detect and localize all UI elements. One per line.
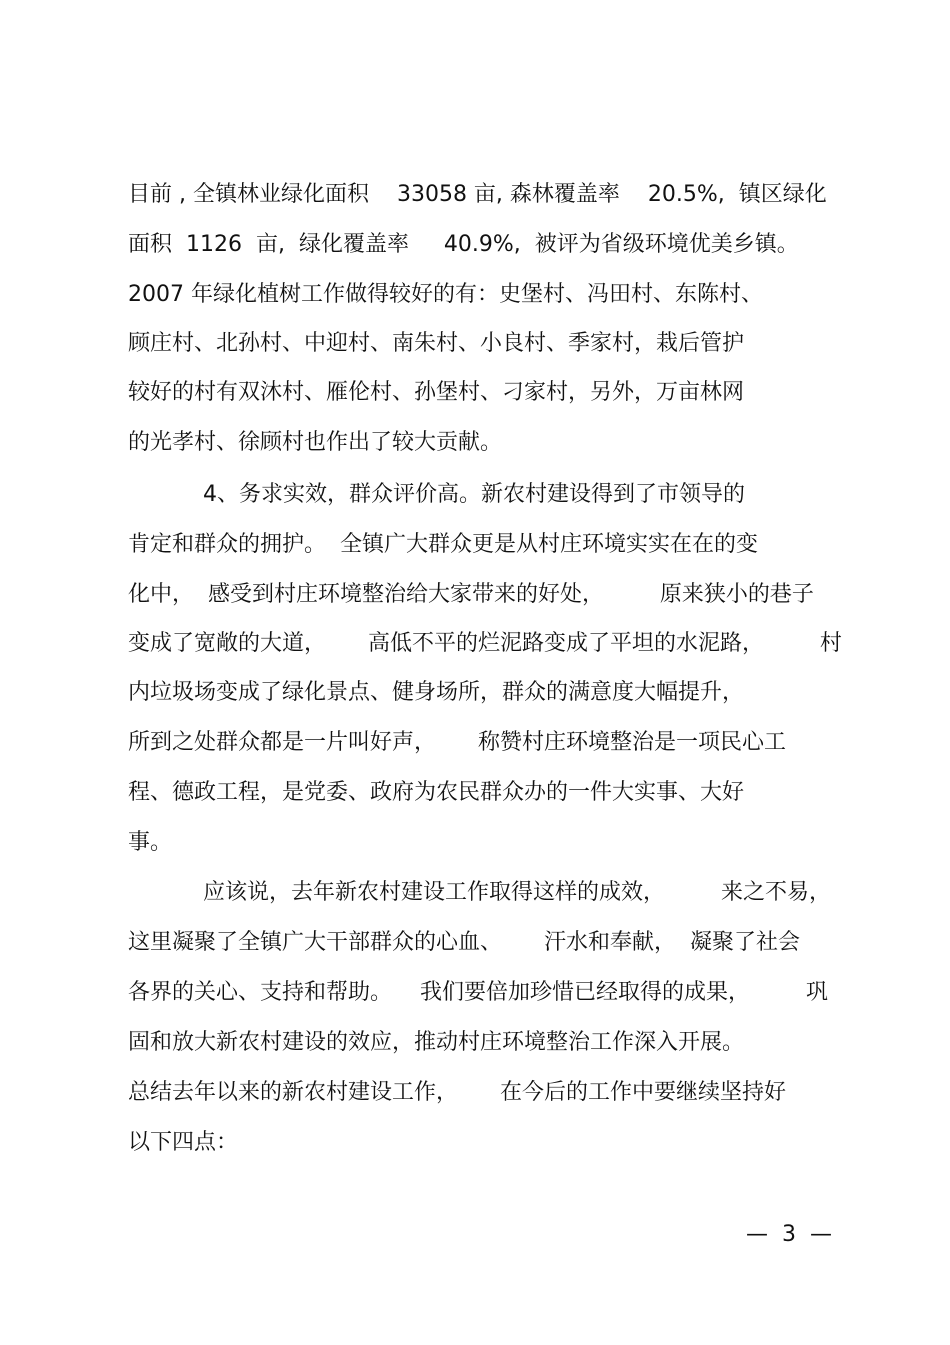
text-line: 顾庄村、北孙村、中迎村、南朱村、小良村、季家村，栽后管护 xyxy=(128,331,745,356)
text-line: 内垃圾场变成了绿化景点、健身场所，群众的满意度大幅提升， xyxy=(128,680,745,705)
text-line: 各界的关心、支持和帮助。 我们要倍加珍惜已经取得的成果， 巩 xyxy=(128,980,828,1005)
text-line: 肯定和群众的拥护。 全镇广大群众更是从村庄环境实实在在的变 xyxy=(128,532,758,557)
text-line: 这里凝聚了全镇广大干部群众的心血、 汗水和奉献， 凝聚了社会 xyxy=(128,930,800,955)
text-line: 2007 年绿化植树工作做得较好的有：史堡村、冯田村、东陈村、 xyxy=(128,282,763,307)
text-line: 以下四点： xyxy=(128,1130,239,1155)
text-line: 目前 , 全镇林业绿化面积 33058 亩, 森林覆盖率 20.5%, 镇区绿化 xyxy=(128,182,827,207)
text-line: 变成了宽敞的大道， 高低不平的烂泥路变成了平坦的水泥路， 村 xyxy=(128,631,842,656)
text-line: 较好的村有双沐村、雁伦村、孙堡村、刁家村，另外，万亩林网 xyxy=(128,380,745,405)
paragraph-start: 应该说，去年新农村建设工作取得这样的成效， 来之不易， xyxy=(203,880,831,905)
text-line: 程、德政工程，是党委、政府为农民群众办的一件大实事、大好 xyxy=(128,780,745,805)
text-line: 总结去年以来的新农村建设工作， 在今后的工作中要继续坚持好 xyxy=(128,1080,786,1105)
page-number: — 3 — xyxy=(746,1222,832,1247)
text-line: 的光孝村、徐顾村也作出了较大贡献。 xyxy=(128,430,503,455)
text-line: 面积 1126 亩, 绿化覆盖率 40.9%, 被评为省级环境优美乡镇。 xyxy=(128,232,799,257)
text-line: 化中， 感受到村庄环境整治给大家带来的好处， 原来狭小的巷子 xyxy=(128,582,814,607)
text-line: 事。 xyxy=(128,830,173,855)
paragraph-heading: 4、务求实效，群众评价高。新农村建设得到了市领导的 xyxy=(203,482,745,507)
text-line: 固和放大新农村建设的效应，推动村庄环境整治工作深入开展。 xyxy=(128,1030,745,1055)
text-line: 所到之处群众都是一片叫好声， 称赞村庄环境整治是一项民心工 xyxy=(128,730,786,755)
